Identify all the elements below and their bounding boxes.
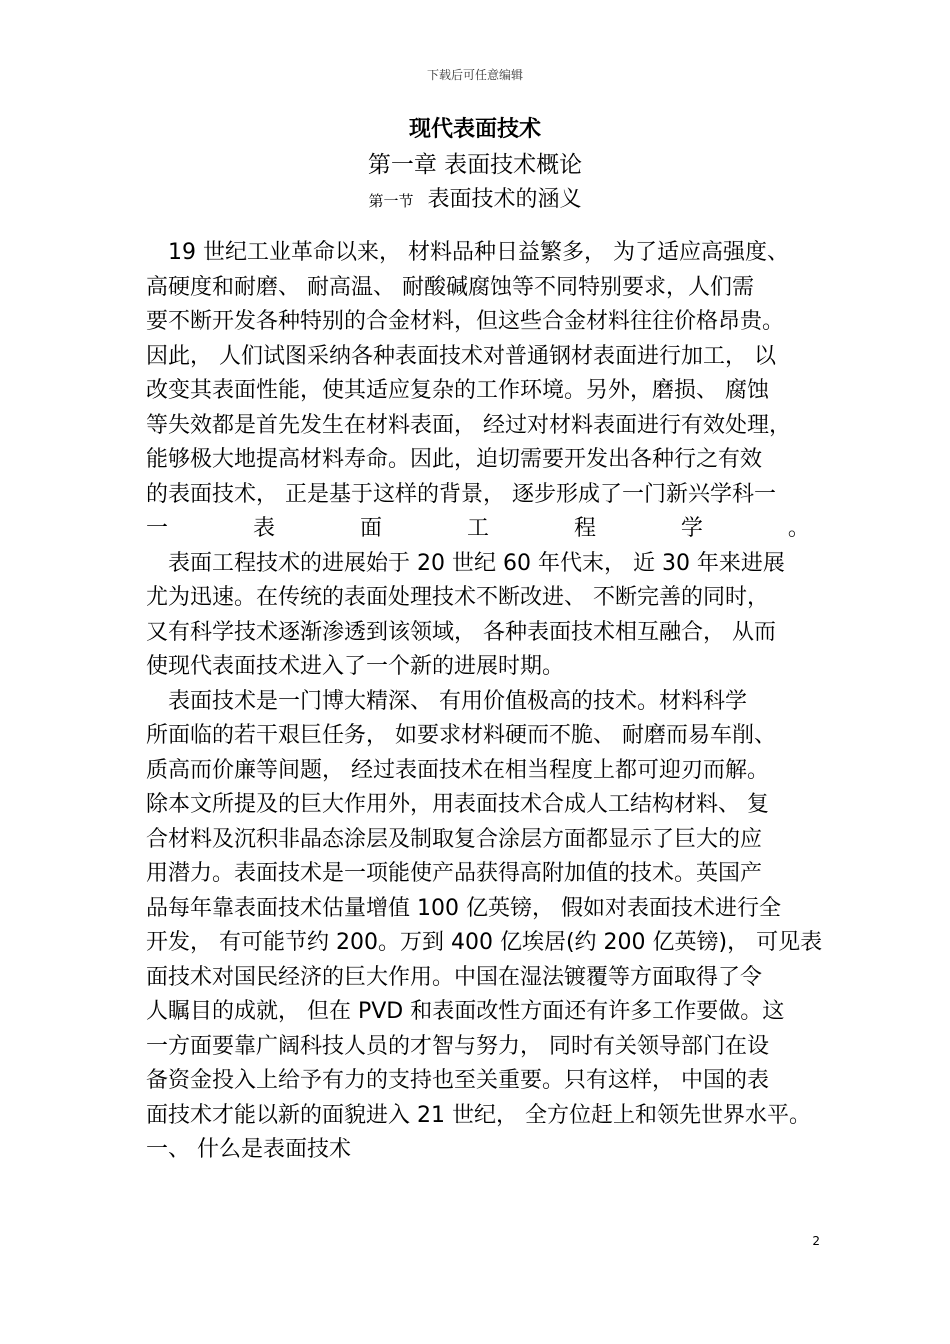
paragraph-1-line: 19 世纪工业革命以来， 材料品种日益繁多， 为了适应高强度、 (146, 240, 789, 265)
body-text (146, 236, 823, 1168)
paragraph-1-line: 能够极大地提高材料寿命。因此，迫切需要开发出各种行之有效 (146, 447, 763, 472)
paragraph-3-line: 人瞩目的成就， 但在 PVD 和表面改性方面还有许多工作要做。这 (146, 999, 785, 1024)
paragraph-3-line: 用潜力。表面技术是一项能使产品获得高附加值的技术。英国产 (146, 861, 763, 886)
section-title (0, 182, 950, 213)
section-number: 第一节 (368, 192, 414, 210)
paragraph-3-line: 品每年靠表面技术估量增值 100 亿英镑， 假如对表面技术进行全 (146, 895, 781, 921)
section-title-text: 表面技术的涵义 (427, 187, 582, 212)
paragraph-2-line: 又有科学技术逐渐渗透到该领域， 各种表面技术相互融合， 从而 (146, 619, 776, 645)
paragraph-3-line: 面技术才能以新的面貌进入 21 世纪， 全方位赶上和领先世界水平。 (146, 1102, 811, 1128)
spread-char: 表 (252, 516, 275, 541)
paragraph-3-line: 开发， 有可能节约 200。万到 400 亿埃居(约 200 亿英镑)， 可见表 (146, 930, 823, 955)
paragraph-2-line: 尤为迅速。在传统的表面处理技术不断改进、 不断完善的同时， (146, 585, 769, 610)
paragraph-2-line: 表面工程技术的进展始于 20 世纪 60 年代末， 近 30 年来进展 (146, 550, 785, 576)
paragraph-3-line: 备资金投入上给予有力的支持也至关重要。只有这样， 中国的表 (146, 1068, 769, 1093)
paragraph-2-line: 使现代表面技术进入了一个新的进展时期。 (146, 654, 565, 679)
paragraph-1-line: 改变其表面性能，使其适应复杂的工作环境。另外，磨损、 腐蚀 (146, 378, 769, 403)
paragraph-1-line: 因此， 人们试图采纳各种表面技术对普通钢材表面进行加工， 以 (146, 343, 776, 369)
spread-char: 学 (680, 516, 703, 541)
paragraph-1-line: 等失效都是首先发生在材料表面， 经过对材料表面进行有效处理， (146, 412, 791, 438)
chapter-title: 第一章 表面技术概论 (367, 152, 583, 178)
paragraph-3-line: 合材料及沉积非晶态涂层及制取复合涂层方面都显示了巨大的应 (146, 826, 763, 852)
paragraph-3-line: 除本文所提及的巨大作用外，用表面技术合成人工结构材料、 复 (146, 792, 769, 817)
paragraph-3-line: 所面临的若干艰巨任务， 如要求材料硬而不脆、 耐磨而易车削、 (146, 723, 776, 748)
subheading: 一、 什么是表面技术 (146, 1137, 351, 1162)
paragraph-3-line: 面技术对国民经济的巨大作用。中国在湿法镀覆等方面取得了令 (146, 964, 763, 990)
page-number: 2 (812, 1234, 820, 1248)
spread-char: 程 (573, 516, 596, 541)
spread-char: 面 (359, 516, 382, 541)
paragraph-3-line: 表面技术是一门博大精深、 有用价值极高的技术。材料科学 (146, 688, 747, 714)
paragraph-1-line: 的表面技术， 正是基于这样的背景， 逐步形成了一门新兴学科一 (146, 481, 776, 507)
paragraph-1-line: 要不断开发各种特别的合金材料，但这些合金材料往往价格昂贵。 (146, 309, 785, 334)
paragraph-3-line: 质高而价廉等间题， 经过表面技术在相当程度上都可迎刃而解。 (146, 757, 769, 783)
spread-char: 一 (146, 516, 169, 541)
document-title: 现代表面技术 (408, 117, 541, 142)
spread-char: 工 (466, 516, 489, 541)
paragraph-1-spread-line (146, 512, 810, 547)
paragraph-1-line: 高硬度和耐磨、 耐高温、 耐酸碱腐蚀等不同特别要求，人们需 (146, 274, 754, 300)
paragraph-3-line: 一方面要靠广阔科技人员的才智与努力， 同时有关领导部门在设 (146, 1033, 769, 1059)
header-note: 下载后可任意编辑 (426, 68, 523, 82)
spread-char: 。 (787, 516, 810, 541)
